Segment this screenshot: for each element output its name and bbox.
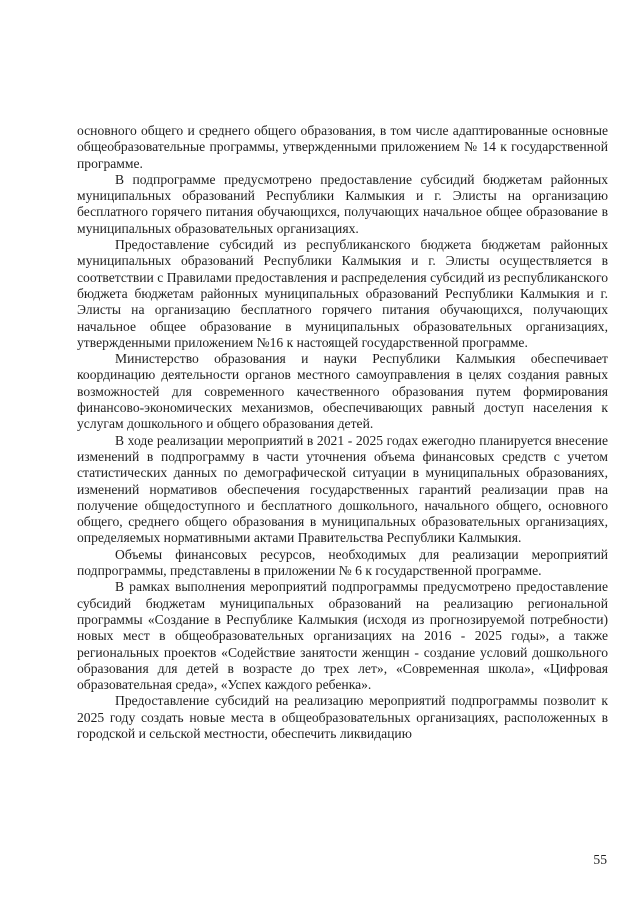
- paragraph-6: Объемы финансовых ресурсов, необходимых для реализации мероприятий подпрограммы, представлены в приложении № 6 к государственной программе.: [77, 546, 608, 579]
- page-number: 55: [593, 852, 607, 867]
- paragraph-5: В ходе реализации мероприятий в 2021 - 2025 годах ежегодно планируется внесение изменений в подпрограмму в части уточнения объема финансовых средств с учетом статистических данных по демографической ситуации в муниципальных образованиях, изменений нормативов обеспечения государственных гарантий реализации прав на получение общедоступного и бесплатного дошкольного, начального общего, основного общего, среднего общего образования в муниципальных образовательных организациях, определяемых нормативными актами Правительства Республики Калмыкия.: [77, 432, 608, 546]
- paragraph-4: Министерство образования и науки Республики Калмыкия обеспечивает координацию деятельности органов местного самоуправления в целях создания равных возможностей для современного качественного образования путем формирования финансово-экономических механизмов, обеспечивающих равный доступ населения к услугам дошкольного и общего образования детей.: [77, 351, 608, 432]
- paragraph-2: В подпрограмме предусмотрено предоставление субсидий бюджетам районных муниципальных образований Республики Калмыкия и г. Элисты на организацию бесплатного горячего питания обучающихся, получающих начальное общее образование в муниципальных образовательных организациях.: [77, 171, 608, 236]
- paragraph-7: В рамках выполнения мероприятий подпрограммы предусмотрено предоставление субсидий бюджетам муниципальных образований на реализацию региональной программы «Создание в Республике Калмыкия (исходя из прогнозируемой потребности) новых мест в общеобразовательных организациях на 2016 - 2025 годы», а также региональных проектов «Содействие занятости женщин - создание условий дошкольного образования для детей в возрасте до трех лет», «Современная школа», «Цифровая образовательная среда», «Успех каждого ребенка».: [77, 579, 608, 693]
- paragraph-3: Предоставление субсидий из республиканского бюджета бюджетам районных муниципальных образований Республики Калмыкия и г. Элисты осуществляется в соответствии с Правилами предоставления и распределения субсидий из республиканского бюджета бюджетам районных муниципальных образований Республики Калмыкия и г. Элисты на организацию бесплатного горячего питания обучающихся, получающих начальное общее образование в муниципальных образовательных организациях, утвержденными приложением №16 к настоящей государственной программе.: [77, 237, 608, 350]
- paragraph-1: основного общего и среднего общего образования, в том числе адаптированные основные общеобразовательные программы, утвержденными приложением № 14 к государственной программе.: [77, 123, 608, 171]
- paragraph-8: Предоставление субсидий на реализацию мероприятий подпрограммы позволит к 2025 году создать новые места в общеобразовательных организациях, расположенных в городской и сельской местности, обеспечить ликвидацию: [77, 693, 608, 741]
- document-body: [77, 123, 608, 742]
